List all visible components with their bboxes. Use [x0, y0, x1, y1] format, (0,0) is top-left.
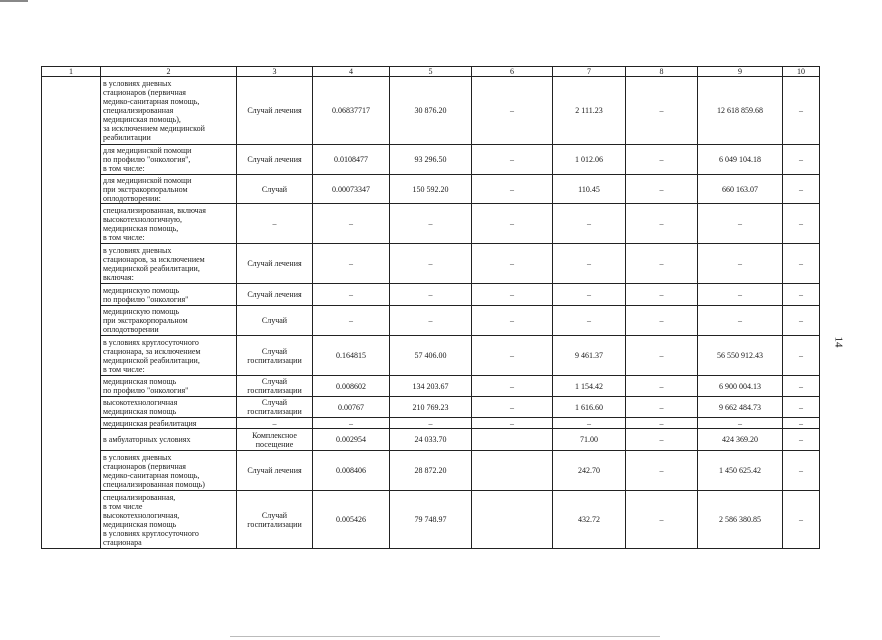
value-cell-10: –	[783, 429, 820, 451]
norm-cell: 0.00767	[313, 397, 390, 418]
value-cell-9: 6 900 004.13	[698, 376, 783, 397]
value-cell-9: 2 586 380.85	[698, 491, 783, 549]
scan-edge-mark	[0, 0, 28, 2]
value-cell-9: 56 550 912.43	[698, 336, 783, 376]
cost-cell: –	[390, 204, 472, 244]
row-label: медицинскую помощь при экстракорпоральном оплодотворении	[101, 306, 237, 336]
unit-cell: Случай лечения	[237, 145, 313, 175]
value-cell-9: –	[698, 204, 783, 244]
value-cell-10: –	[783, 418, 820, 429]
cost-cell: 57 406.00	[390, 336, 472, 376]
unit-cell: –	[237, 418, 313, 429]
column-header: 1	[42, 67, 101, 77]
value-cell-6: –	[472, 284, 553, 306]
unit-cell: Случай лечения	[237, 244, 313, 284]
value-cell-8: –	[626, 451, 698, 491]
value-cell-9: –	[698, 418, 783, 429]
unit-cell: –	[237, 204, 313, 244]
unit-cell: Случай госпитализации	[237, 336, 313, 376]
table-row	[42, 336, 820, 376]
cost-cell: –	[390, 284, 472, 306]
cost-cell: 30 876.20	[390, 77, 472, 145]
value-cell-6: –	[472, 418, 553, 429]
value-cell-10: –	[783, 451, 820, 491]
norm-cell: 0.164815	[313, 336, 390, 376]
cost-cell: 134 203.67	[390, 376, 472, 397]
value-cell-8: –	[626, 175, 698, 204]
norm-cell: 0.005426	[313, 491, 390, 549]
scan-edge-mark	[230, 636, 660, 637]
value-cell-7: 1 154.42	[553, 376, 626, 397]
cost-cell: 28 872.20	[390, 451, 472, 491]
value-cell-6: –	[472, 336, 553, 376]
unit-cell: Случай госпитализации	[237, 491, 313, 549]
value-cell-9: 1 450 625.42	[698, 451, 783, 491]
column-header: 7	[553, 67, 626, 77]
cost-cell: 210 769.23	[390, 397, 472, 418]
norm-cell: 0.06837717	[313, 77, 390, 145]
value-cell-6	[472, 451, 553, 491]
row-label: для медицинской помощи при экстракорпоральном оплодотворении:	[101, 175, 237, 204]
value-cell-7: 110.45	[553, 175, 626, 204]
table-row	[42, 77, 820, 145]
value-cell-9: 660 163.07	[698, 175, 783, 204]
column-header: 2	[101, 67, 237, 77]
column-header: 10	[783, 67, 820, 77]
row-label: медицинская реабилитация	[101, 418, 237, 429]
unit-cell: Случай госпитализации	[237, 376, 313, 397]
column-header: 5	[390, 67, 472, 77]
row-label: в амбулаторных условиях	[101, 429, 237, 451]
value-cell-10: –	[783, 204, 820, 244]
value-cell-7: 71.00	[553, 429, 626, 451]
table-row	[42, 491, 820, 549]
table-row	[42, 145, 820, 175]
value-cell-10: –	[783, 491, 820, 549]
norm-cell: –	[313, 204, 390, 244]
unit-cell: Случай	[237, 175, 313, 204]
value-cell-6: –	[472, 175, 553, 204]
value-cell-10: –	[783, 336, 820, 376]
value-cell-10: –	[783, 284, 820, 306]
cost-cell: 24 033.70	[390, 429, 472, 451]
norm-cell: 0.008602	[313, 376, 390, 397]
value-cell-7: 9 461.37	[553, 336, 626, 376]
value-cell-8: –	[626, 306, 698, 336]
value-cell-7: 432.72	[553, 491, 626, 549]
value-cell-10: –	[783, 397, 820, 418]
cost-cell: 93 296.50	[390, 145, 472, 175]
value-cell-9: 12 618 859.68	[698, 77, 783, 145]
value-cell-9: 6 049 104.18	[698, 145, 783, 175]
value-cell-8: –	[626, 336, 698, 376]
column-header: 4	[313, 67, 390, 77]
value-cell-7: –	[553, 306, 626, 336]
value-cell-6	[472, 429, 553, 451]
value-cell-10: –	[783, 244, 820, 284]
unit-cell: Случай лечения	[237, 284, 313, 306]
value-cell-10: –	[783, 145, 820, 175]
value-cell-8: –	[626, 284, 698, 306]
value-cell-6: –	[472, 306, 553, 336]
cost-cell: –	[390, 244, 472, 284]
table-row	[42, 204, 820, 244]
value-cell-6	[472, 491, 553, 549]
value-cell-8: –	[626, 244, 698, 284]
unit-cell: Случай лечения	[237, 451, 313, 491]
cost-cell: –	[390, 418, 472, 429]
value-cell-8: –	[626, 204, 698, 244]
norm-cell: 0.0108477	[313, 145, 390, 175]
value-cell-10: –	[783, 175, 820, 204]
value-cell-9: 9 662 484.73	[698, 397, 783, 418]
row-label: высокотехнологичная медицинская помощь	[101, 397, 237, 418]
norm-cell: 0.008406	[313, 451, 390, 491]
value-cell-8: –	[626, 145, 698, 175]
value-cell-10: –	[783, 376, 820, 397]
cost-cell: 150 592.20	[390, 175, 472, 204]
table-row	[42, 175, 820, 204]
table-row	[42, 418, 820, 429]
value-cell-6: –	[472, 145, 553, 175]
value-cell-7: 1 616.60	[553, 397, 626, 418]
value-cell-6: –	[472, 244, 553, 284]
value-cell-7: –	[553, 284, 626, 306]
value-cell-8: –	[626, 397, 698, 418]
norm-cell: 0.002954	[313, 429, 390, 451]
page-number: 14	[832, 336, 845, 348]
norm-cell: –	[313, 306, 390, 336]
table-row	[42, 397, 820, 418]
table-row	[42, 244, 820, 284]
value-cell-7: 242.70	[553, 451, 626, 491]
value-cell-7: 2 111.23	[553, 77, 626, 145]
table-row	[42, 429, 820, 451]
value-cell-6: –	[472, 397, 553, 418]
value-cell-10: –	[783, 306, 820, 336]
column-header: 8	[626, 67, 698, 77]
value-cell-8: –	[626, 429, 698, 451]
value-cell-10: –	[783, 77, 820, 145]
row-label: в условиях дневных стационаров (первичная медико-санитарная помощь, специализированная помощь)	[101, 451, 237, 491]
row-label: для медицинской помощи по профилю "онкология", в том числе:	[101, 145, 237, 175]
tariff-table	[41, 66, 820, 549]
value-cell-9: –	[698, 284, 783, 306]
value-cell-9: –	[698, 244, 783, 284]
value-cell-8: –	[626, 418, 698, 429]
table-row	[42, 306, 820, 336]
unit-cell: Случай госпитализации	[237, 397, 313, 418]
value-cell-6: –	[472, 204, 553, 244]
unit-cell: Комплексное посещение	[237, 429, 313, 451]
value-cell-6: –	[472, 77, 553, 145]
row-label: в условиях дневных стационаров, за исключением медицинской реабилитации, включая:	[101, 244, 237, 284]
value-cell-7: –	[553, 418, 626, 429]
value-cell-8: –	[626, 491, 698, 549]
value-cell-8: –	[626, 376, 698, 397]
column-number-row	[42, 67, 820, 77]
column-header: 6	[472, 67, 553, 77]
unit-cell: Случай лечения	[237, 77, 313, 145]
table-row	[42, 451, 820, 491]
unit-cell: Случай	[237, 306, 313, 336]
value-cell-7: –	[553, 244, 626, 284]
row-label: специализированная, включая высокотехнологичную, медицинская помощь, в том числе:	[101, 204, 237, 244]
norm-cell: 0.00073347	[313, 175, 390, 204]
row-label: в условиях дневных стационаров (первичная медико-санитарная помощь, специализированная медицинская помощь), за исключением медицинской реабилитации	[101, 77, 237, 145]
cost-cell: 79 748.97	[390, 491, 472, 549]
row-label: медицинская помощь по профилю "онкология"	[101, 376, 237, 397]
row-label: в условиях круглосуточного стационара, за исключением медицинской реабилитации, в том числе:	[101, 336, 237, 376]
value-cell-7: 1 012.06	[553, 145, 626, 175]
column-header: 3	[237, 67, 313, 77]
table-row	[42, 376, 820, 397]
row-number-cell	[42, 77, 101, 549]
value-cell-9: 424 369.20	[698, 429, 783, 451]
norm-cell: –	[313, 418, 390, 429]
value-cell-7: –	[553, 204, 626, 244]
value-cell-6: –	[472, 376, 553, 397]
row-label: медицинскую помощь по профилю "онкология"	[101, 284, 237, 306]
norm-cell: –	[313, 244, 390, 284]
cost-cell: –	[390, 306, 472, 336]
value-cell-9: –	[698, 306, 783, 336]
row-label: специализированная, в том числе высокотехнологичная, медицинская помощь в условиях круглосуточного стационара	[101, 491, 237, 549]
column-header: 9	[698, 67, 783, 77]
norm-cell: –	[313, 284, 390, 306]
value-cell-8: –	[626, 77, 698, 145]
table-row	[42, 284, 820, 306]
